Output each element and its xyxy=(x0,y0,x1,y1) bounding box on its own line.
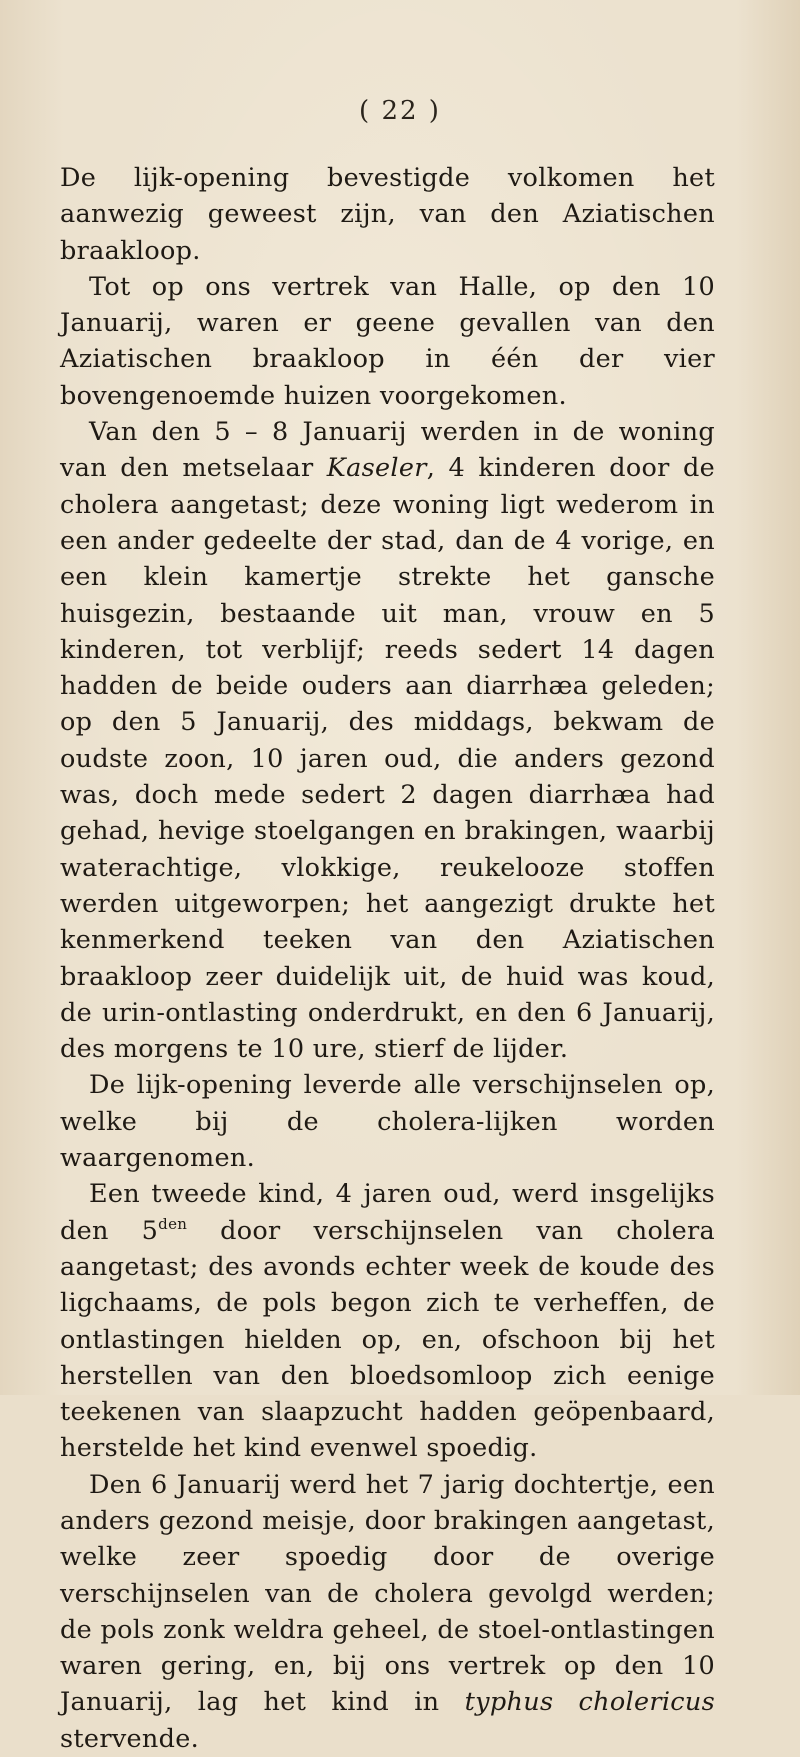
paragraph-6-start: Den 6 Januarij werd het 7 jarig dochtertje, een anders gezond meisje, door brakingen aangetast, welke zeer spoedig door de overige verschijnselen van de cholera gevolgd werden; de pols zonk weldra geheel, de stoel-ontlastingen waren gering, en, bij ons vertrek op den 10 Januarij, lag het kind in xyxy=(60,1469,715,1718)
body-text xyxy=(60,160,715,1757)
paragraph-6-end: stervende. xyxy=(60,1723,200,1754)
superscript-den: den xyxy=(158,1214,188,1233)
term-typhus-cholericus: typhus cholericus xyxy=(464,1687,715,1718)
paragraph-6 xyxy=(60,1467,715,1757)
paragraph-4: De lijk-opening leverde alle verschijnselen op, welke bij de cholera-lijken worden waargenomen. xyxy=(60,1070,715,1174)
paragraph-1: De lijk-opening bevestigde volkomen het aanwezig geweest zijn, van den Aziatischen braakloop. xyxy=(60,163,715,266)
page-number: ( 22 ) xyxy=(359,96,441,126)
paragraph-2: Tot op ons vertrek van Halle, op den 10 Januarij, waren er geene gevallen van den Aziatischen braakloop in één der vier bovengenoemde huizen voorgekomen. xyxy=(60,271,715,411)
paragraph-3-start: Van den 5 – 8 Januarij werden in de woning van den metselaar xyxy=(60,417,715,484)
paragraph-3 xyxy=(60,414,715,1067)
name-kaseler: Kaseler xyxy=(326,453,427,484)
paragraph-5-end: door verschijnselen van cholera aangetast; des avonds echter week de koude des ligchaams, de pols begon zich te verheffen, de ontlastingen hielden op, en, ofschoon bij het herstellen van den bloedsomloop zich eenige teekenen van slaapzucht hadden geöpenbaard, herstelde het kind evenwel spoedig. xyxy=(60,1215,715,1464)
paragraph-5 xyxy=(60,1176,715,1466)
paragraph-5-start: Een tweede kind, 4 jaren oud, werd insgelijks den 5 xyxy=(60,1179,715,1246)
paragraph-3-end: , 4 kinderen door de cholera aangetast; deze woning ligt wederom in een ander gedeelte der stad, dan de 4 vorige, en een klein kamertje strekte het gansche huisgezin, bestaande uit man, vrouw en 5 kinderen, tot verblijf; reeds sedert 14 dagen hadden de beide ouders aan diarrhæa geleden; op den 5 Januarij, des middags, bekwam de oudste zoon, 10 jaren oud, die anders gezond was, doch mede sedert 2 dagen diarrhæa had gehad, hevige stoelgangen en brakingen, waarbij waterachtige, vlokkige, reukelooze stoffen werden uitgeworpen; het aangezigt drukte het kenmerkend teeken van den Aziatischen braakloop zeer duidelijk uit, de huid was koud, de urin-ontlasting onderdrukt, en den 6 Januarij, des morgens te 10 ure, stierf de lijder. xyxy=(60,453,715,1065)
